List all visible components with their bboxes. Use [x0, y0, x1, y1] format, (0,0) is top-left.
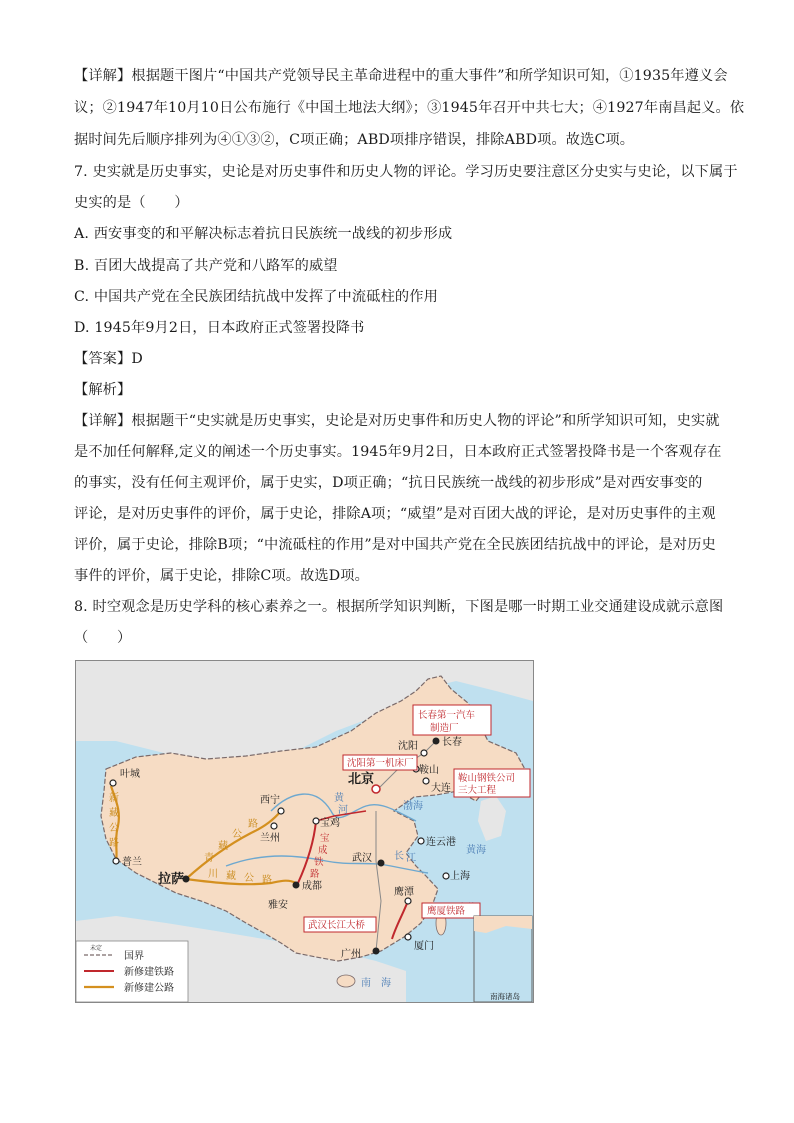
svg-text:鞍山钢铁公司: 鞍山钢铁公司	[458, 773, 516, 784]
question-7-answer: 【答案】D	[74, 351, 143, 367]
hainan-island	[337, 975, 355, 987]
svg-text:公: 公	[244, 873, 254, 884]
question-8-stem-line-1: 8. 时空观念是历史学科的核心素养之一。根据所学知识判断，下图是哪一时期工业交通建设成就示意图	[74, 599, 724, 615]
city-label-lasa: 拉萨	[158, 872, 185, 887]
city-label-pulan: 普兰	[122, 857, 142, 868]
city-label-wuhan: 武汉	[352, 853, 372, 864]
svg-text:藏: 藏	[109, 808, 119, 819]
city-label-yingtan: 鹰潭	[394, 887, 414, 898]
svg-text:新修建公路: 新修建公路	[124, 983, 174, 994]
svg-text:制造厂: 制造厂	[430, 723, 459, 734]
sea-label-bohai: 渤海	[403, 801, 423, 812]
svg-text:南海诸岛: 南海诸岛	[490, 992, 520, 1001]
question-7-explanation-line-5: 评价，属于史论，排除B项；“中流砥柱的作用”是对中国共产党在全民族团结抗战中的评论，是对历史	[74, 537, 716, 553]
question-7-explanation-line-4: 评论，是对历史事件的评价，属于史论，排除A项；“威望”是对百团大战的评论，是对历史事件的主观	[74, 506, 716, 522]
prev-explanation-line-2: 议；②1947年10月10日公布施行《中国土地法大纲》；③1945年召开中共七大；④1927年南昌起义。依	[74, 100, 745, 116]
svg-text:新: 新	[109, 793, 119, 804]
svg-text:三大工程: 三大工程	[458, 785, 497, 796]
svg-text:新修建铁路: 新修建铁路	[124, 967, 174, 978]
south-china-sea-inset	[474, 916, 532, 1002]
question-8-stem-line-2: （ ）	[74, 630, 132, 646]
question-7-explanation-line-2: 是不加任何解释,定义的阐述一个历史事实。1945年9月2日，日本政府正式签署投降书是一个客观存在	[74, 444, 722, 460]
city-label-lanzhou: 兰州	[260, 833, 280, 844]
svg-text:青: 青	[204, 853, 214, 864]
svg-text:川: 川	[208, 869, 218, 880]
sea-label-huanghai: 黄海	[466, 845, 486, 856]
city-label-guangzhou: 广州	[341, 949, 361, 960]
city-label-xining: 西宁	[260, 795, 280, 806]
svg-text:宝: 宝	[320, 833, 330, 844]
svg-text:武汉长江大桥: 武汉长江大桥	[308, 920, 366, 931]
svg-text:路: 路	[109, 838, 119, 849]
callout-yingxia-railway	[422, 903, 480, 918]
svg-text:路: 路	[262, 875, 272, 886]
city-label-shenyang: 沈阳	[398, 741, 418, 752]
city-label-yaan: 雅安	[268, 900, 288, 911]
question-7-option-d: D. 1945年9月2日，日本政府正式签署投降书	[74, 320, 365, 336]
svg-text:路: 路	[310, 869, 320, 880]
prev-explanation-line-3: 据时间先后顺序排列为④①③②，C项正确；ABD项排序错误，排除ABD项。故选C项。	[74, 132, 635, 148]
city-label-yecheng: 叶城	[120, 769, 140, 780]
svg-text:公: 公	[232, 829, 242, 840]
svg-text:路: 路	[248, 819, 258, 830]
question-7-stem-line-2: 史实的是（ ）	[74, 195, 189, 211]
svg-text:铁: 铁	[314, 857, 324, 868]
yangtze-label-1: 长	[394, 851, 404, 862]
china-construction-map	[75, 660, 534, 1003]
city-label-changchun: 长春	[442, 737, 462, 748]
svg-text:国界: 国界	[124, 951, 144, 962]
city-label-shanghai: 上海	[450, 871, 470, 882]
city-label-anshan: 鞍山	[419, 765, 439, 776]
svg-text:藏: 藏	[226, 871, 236, 882]
svg-text:长春第一汽车: 长春第一汽车	[418, 710, 476, 721]
prev-explanation-line-1: 【详解】根据题干图片“中国共产党领导民主革命进程中的重大事件”和所学知识可知，①1935年遵义会	[74, 68, 728, 84]
question-7-analysis-heading: 【解析】	[74, 382, 132, 398]
question-7-explanation-line-3: 的事实，没有任何主观评价，属于史实，D项正确；“抗日民族统一战线的初步形成”是对西安事变的	[74, 475, 703, 491]
svg-text:成: 成	[318, 845, 328, 856]
svg-text:沈阳第一机床厂: 沈阳第一机床厂	[347, 758, 414, 769]
map-legend	[76, 941, 188, 1002]
callout-anshan-steel	[454, 769, 530, 797]
callout-wuhan-bridge	[304, 917, 376, 932]
question-7-explanation-line-6: 事件的评价，属于史论，排除C项。故选D项。	[74, 568, 369, 584]
sea-label-nanhai: 南 海	[361, 978, 391, 989]
city-label-xiamen: 厦门	[414, 941, 434, 952]
callout-shenyang-tool	[343, 755, 417, 770]
svg-text:未定: 未定	[90, 945, 103, 952]
city-label-chengdu: 成都	[302, 881, 322, 892]
question-7-option-b: B. 百团大战提高了共产党和八路军的威望	[74, 258, 338, 274]
svg-text:公: 公	[109, 823, 119, 834]
city-label-beijing: 北京	[348, 772, 375, 787]
yellow-river-label-2: 河	[338, 805, 348, 816]
question-7-option-a: A. 西安事变的和平解决标志着抗日民族统一战线的初步形成	[74, 226, 453, 242]
yangtze-label-2: 江	[406, 853, 416, 864]
question-7-explanation-line-1: 【详解】根据题干“史实就是历史事实，史论是对历史事件和历史人物的评论”和所学知识可知，史实就	[74, 413, 720, 429]
question-7-stem-line-1: 7. 史实就是历史事实，史论是对历史事件和历史人物的评论。学习历史要注意区分史实与史论，以下属于	[74, 164, 738, 180]
callout-changchun-faw	[413, 705, 491, 735]
question-7-option-c: C. 中国共产党在全民族团结抗战中发挥了中流砥柱的作用	[74, 289, 438, 305]
city-label-lianyungang: 连云港	[426, 837, 456, 848]
city-label-baoji: 宝鸡	[320, 818, 340, 829]
city-label-dalian: 大连	[431, 783, 451, 794]
yellow-river-label-1: 黄	[334, 793, 344, 804]
svg-text:鹰厦铁路: 鹰厦铁路	[427, 906, 466, 917]
svg-text:藏: 藏	[218, 841, 228, 852]
